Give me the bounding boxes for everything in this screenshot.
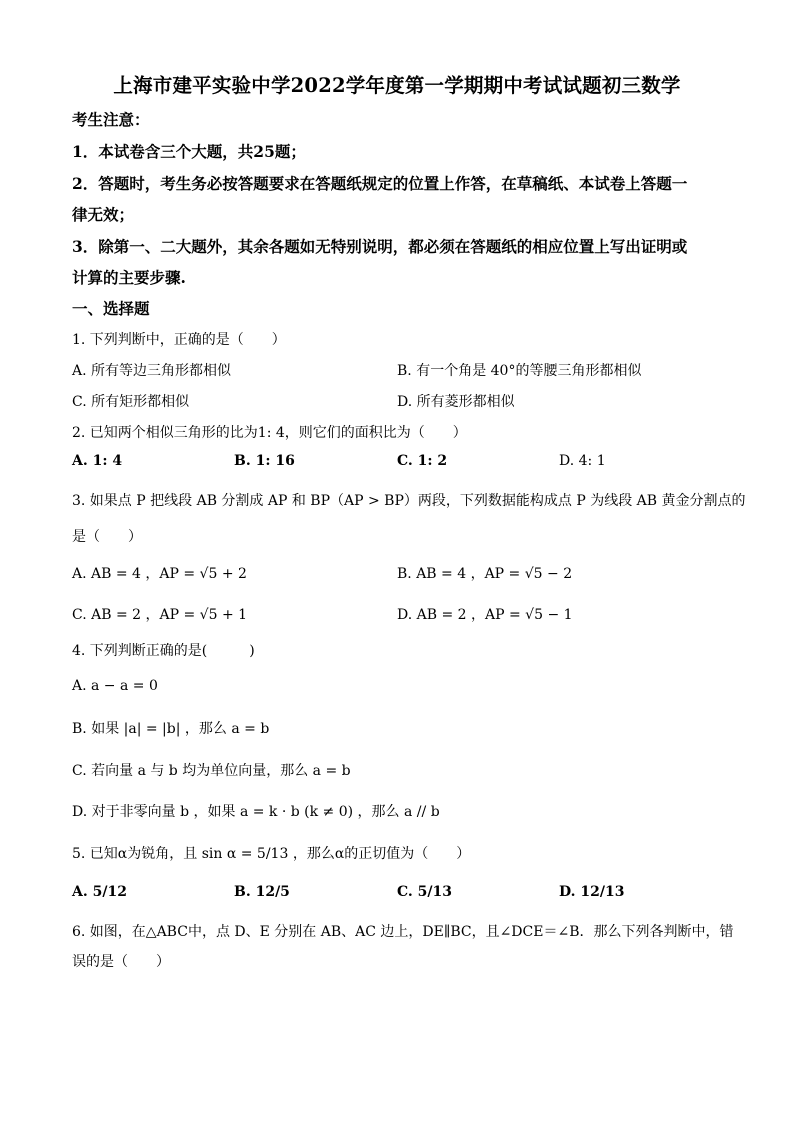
notice-item-1: 1．本试卷含三个大题，共25题； — [72, 142, 306, 161]
notice-item-2-line-1: 2．答题时，考生务必按答题要求在答题纸规定的位置上作答，在草稿纸、本试卷上答题一 — [72, 174, 688, 193]
question-3-stem-line-1: 3. 如果点 P 把线段 AB 分割成 AP 和 BP（AP > BP）两段，下列数据能构成点 P 为线段 AB 黄金分割点的 — [72, 493, 746, 509]
question-4-option-c: C. 若向量 a 与 b 均为单位向量，那么 a = b — [72, 763, 351, 779]
question-1-option-a: A. 所有等边三角形都相似 — [72, 363, 232, 379]
question-1-option-d: D. 所有菱形都相似 — [397, 394, 515, 410]
notice-item-3-line-2: 计算的主要步骤. — [72, 268, 186, 287]
question-5-option-d: D. 12/13 — [559, 884, 625, 900]
question-2-option-a: A. 1: 4 — [72, 453, 123, 469]
question-4-stem: 4. 下列判断正确的是( ) — [72, 643, 255, 659]
question-3-option-c: C. AB = 2 ，AP = √5 + 1 — [72, 607, 248, 623]
question-2-option-c: C. 1: 2 — [397, 453, 448, 469]
question-2-option-d: D. 4: 1 — [559, 453, 606, 469]
page-title: 上海市建平实验中学2022学年度第一学期期中考试试题初三数学 — [113, 74, 681, 97]
question-1-option-b: B. 有一个角是 40°的等腰三角形都相似 — [397, 363, 642, 379]
question-6-stem-line-1: 6. 如图，在△ABC中，点 D、E 分别在 AB、AC 边上，DE∥BC，且∠DCE＝∠B．那么下列各判断中，错 — [72, 924, 734, 940]
question-2-option-b: B. 1: 16 — [234, 453, 295, 469]
question-5-option-b: B. 12/5 — [234, 884, 290, 900]
question-6-stem-line-2: 误的是（ ） — [72, 954, 170, 970]
question-4-option-d: D. 对于非零向量 b ，如果 a = k · b (k ≠ 0) ，那么 a // b — [72, 804, 440, 820]
notice-item-2-line-2: 律无效； — [72, 205, 135, 224]
notice-item-3-line-1: 3．除第一、二大题外，其余各题如无特别说明，都必须在答题纸的相应位置上写出证明或 — [72, 237, 688, 256]
question-3-option-b: B. AB = 4 ，AP = √5 − 2 — [397, 566, 573, 582]
question-2-stem: 2. 已知两个相似三角形的比为1: 4，则它们的面积比为（ ） — [72, 425, 467, 441]
question-3-stem-line-2: 是（ ） — [72, 529, 142, 545]
question-3-option-d: D. AB = 2 ，AP = √5 − 1 — [397, 607, 573, 623]
question-5-option-c: C. 5/13 — [397, 884, 452, 900]
question-1-option-c: C. 所有矩形都相似 — [72, 394, 190, 410]
question-3-option-a: A. AB = 4 ，AP = √5 + 2 — [72, 566, 247, 582]
section-heading: 一、选择题 — [72, 299, 150, 318]
notice-heading: 考生注意： — [72, 110, 150, 129]
question-5-stem: 5. 已知α为锐角，且 sin α = 5/13 ，那么α的正切值为（ ） — [72, 846, 471, 862]
question-4-option-b: B. 如果 |a| = |b| ，那么 a = b — [72, 721, 270, 737]
question-4-option-a: A. a − a = 0 — [72, 678, 158, 694]
question-5-option-a: A. 5/12 — [72, 884, 127, 900]
question-1-stem: 1. 下列判断中，正确的是（ ） — [72, 332, 286, 348]
